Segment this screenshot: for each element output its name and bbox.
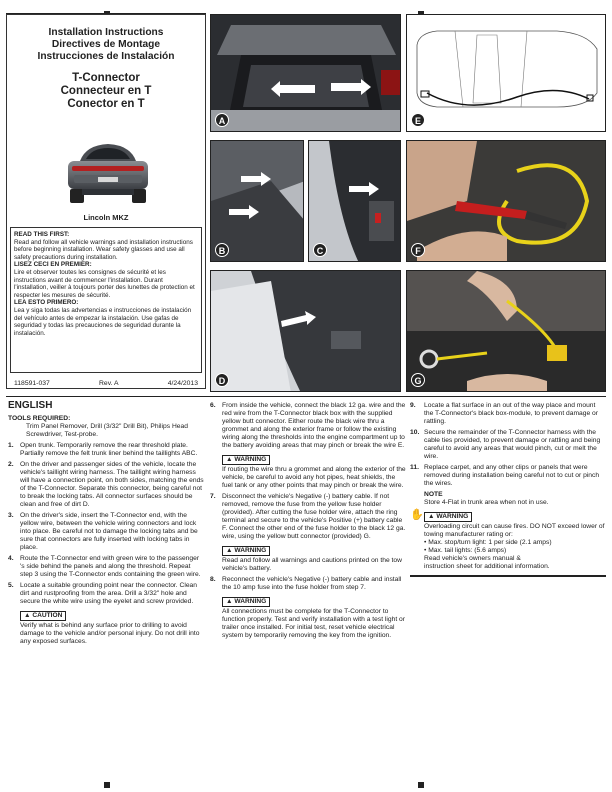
photo-g-image <box>407 271 606 392</box>
warning-triangle-icon: ▲ <box>226 598 235 605</box>
revision: Rev. A <box>99 380 119 387</box>
photo-f <box>406 140 606 262</box>
step-11: 11. Replace carpet, and any other clips or panels that were removed during installation being careful not to cut or pinch the wires. <box>410 464 600 487</box>
step-1: 1. Open trunk. Temporarily remove the rear threshold plate. Partially remove the felt trunk liner behind the taillights ABC. <box>8 442 198 457</box>
title-en: Installation Instructions <box>48 27 164 38</box>
read-manual-line-1: Read vehicle's owners manual & <box>424 555 521 562</box>
section-heading-english: ENGLISH <box>8 400 53 411</box>
photo-d <box>210 270 401 392</box>
read-first-fr-text: Lire et observer toutes les consignes de sécurité et les instructions avant de commencer l'installation. Durant l'installation, veiller à toujours porter des lunettes de protection et respecter les mesures de sécurité. <box>14 268 195 299</box>
photo-g-label: G <box>411 373 425 387</box>
title-es: Instrucciones de Instalación <box>37 51 175 62</box>
vehicle-name: Lincoln MKZ <box>83 213 129 222</box>
warning-label-2: ▲ WARNING <box>222 546 270 556</box>
warning-label-3: ▲ WARNING <box>222 597 270 607</box>
registration-mark <box>104 782 110 788</box>
overload-warning <box>410 510 606 523</box>
step-2: 2. On the driver and passenger sides of the vehicle, locate the vehicle's taillight wiring harness. The taillight wiring harness will have a connection point, on both sides, matching the ends of the T-Connector. Separate this connector, being careful not to break the locking tabs. All connector surfaces should be clean and free of dirt D. <box>8 461 204 508</box>
subtitle-es: Conector en T <box>67 98 145 110</box>
photo-b-label: B <box>215 243 229 257</box>
registration-mark <box>418 782 424 788</box>
read-first-en-heading: READ THIS FIRST: <box>14 231 70 238</box>
note-text: Store 4-Flat in trunk area when not in use. <box>424 499 549 506</box>
read-first-en-text: Read and follow all vehicle warnings and installation instructions before beginning installation. Wear safety glasses and use all safety precautions during installation. <box>14 238 193 261</box>
step-9: 9. Locate a flat surface in an out of the way place and mount the T-Connector's black box-module, to prevent damage or rattling. <box>410 402 599 425</box>
column-2 <box>210 402 406 643</box>
step-8: 8. Reconnect the vehicle's Negative (-) battery cable and install the 10 amp fuse into the fuse holder from step 7. <box>210 576 402 591</box>
step-5: 5. Locate a suitable grounding point near the connector. Clean dirt and rustproofing from the area. Drill a 3/32" hole and secure the white wire using the eyelet and screw provided. <box>8 582 197 605</box>
title-fr: Directives de Montage <box>51 39 161 50</box>
wiring-route-diagram <box>407 15 604 130</box>
document-meta <box>10 380 202 387</box>
header-panel <box>6 14 206 389</box>
column-1 <box>8 402 204 649</box>
warning-text-1: If routing the wire thru a grommet and along the exterior of the vehicle, be careful to avoid any hot pipes, heat shields, the fuel tank or any other points that may pinch or break the wire. <box>222 466 406 489</box>
photo-d-image <box>211 271 401 392</box>
photo-d-label: D <box>215 373 229 387</box>
limit-tail: • Max. tail lights: (5.6 amps) <box>424 547 507 554</box>
tools-list: Trim Panel Remover, Drill (3/32" Drill Bit), Philips Head Screwdriver, Test-probe. <box>26 423 188 438</box>
photo-c-label: C <box>313 243 327 257</box>
read-first-box <box>10 227 202 373</box>
limit-stop-turn: • Max. stop/turn light: 1 per side (2.1 amps) <box>424 539 552 546</box>
warning-text-2: Read and follow all warnings and cautions printed on the tow vehicle's battery. <box>222 557 402 572</box>
warning-label-1: ▲ WARNING <box>222 455 270 465</box>
column-end-rule <box>410 575 606 577</box>
subtitle-en: T-Connector <box>72 72 140 84</box>
photo-a-image <box>211 15 401 132</box>
read-first-es-text: Lea y siga todas las advertencias e instrucciones de instalación del vehículo antes de empezar la instalación. Use gafas de seguridad y todas las precauciones de seguridad durante la instalación. <box>14 306 192 337</box>
part-number: 118591-037 <box>14 380 50 387</box>
warning-triangle-icon: ▲ <box>226 456 235 463</box>
column-3 <box>410 402 606 577</box>
caution-label: ▲ CAUTION <box>20 611 66 621</box>
date: 4/24/2013 <box>167 380 198 387</box>
photo-e <box>406 14 606 132</box>
step-3: 3. On the driver's side, insert the T-Connector end, with the yellow wire, between the vehicle wiring connectors and lock into place. Be careful not to damage the locking tabs and be sure that connectors are fully inserted with locking tabs in place. <box>8 512 198 551</box>
warning-triangle-icon: ▲ <box>24 612 33 619</box>
read-first-fr-heading: LISEZ CECI EN PREMIER: <box>14 261 92 269</box>
subtitle-fr: Connecteur en T <box>60 85 152 97</box>
warning-label-4: ▲ WARNING <box>424 512 472 522</box>
note-heading: NOTE <box>424 491 443 498</box>
step-4: 4. Route the T-Connector end with green wire to the passenger 's side behind the panels and along the threshold. Repeat step 3 using the T-Connector ends containing the green wire. <box>8 555 201 578</box>
photo-c <box>308 140 401 262</box>
warning-triangle-icon: ▲ <box>428 513 437 520</box>
photo-g <box>406 270 606 392</box>
photo-a <box>210 14 401 132</box>
read-manual-line-2: instruction sheet for additional information. <box>424 563 550 570</box>
step-6: 6. From inside the vehicle, connect the black 12 ga. wire and the red wire from the T-Connector black box with the supplied yellow butt connector. Either route the black wire thru a grommet and along the exterior frame or follow the existing wiring along the thresholds into the engine compartment up to the battery avoiding areas that may pinch or break the wire E. <box>210 402 406 449</box>
section-rule <box>6 396 606 397</box>
warning-text-4: Overloading circuit can cause fires. DO NOT exceed lower of towing manufacturer rating or: <box>424 523 605 538</box>
caution-text: Verify what is behind any surface prior to drilling to avoid damage to the vehicle and/or personal injury. Do not drill into any exposed surfaces. <box>20 622 200 645</box>
photo-f-image <box>407 141 606 262</box>
tools-heading: TOOLS REQUIRED: <box>8 415 71 422</box>
warning-triangle-icon: ▲ <box>226 547 235 554</box>
read-first-es-heading: LEA ESTO PRIMERO: <box>14 299 79 307</box>
step-10: 10. Secure the remainder of the T-Connector harness with the cable ties provided, to prevent damage or rattling and being careful to avoid any areas that would pinch, cut or melt the wire. <box>410 429 601 460</box>
warning-text-3: All connections must be complete for the T-Connector to function properly. Test and verify installation with a test light or trailer once installed. For initial test, reset vehicle electrical system by temporarily removing the key from the ignition. <box>222 608 406 639</box>
step-7: 7. Disconnect the vehicle's Negative (-) battery cable. If not removed, remove the fuse from the yellow fuse holder (provided). After cutting the fuse holder wire, attach the ring terminal and secure to the vehicle's Positive (+) battery cable F. Connect the other end of the fuse holder to the black 12 ga. wire, using the yellow butt connector (provided) G. <box>210 493 406 540</box>
photo-a-label: A <box>215 113 229 127</box>
car-rear-image <box>62 139 154 209</box>
stop-hand-icon: ✋ <box>410 509 424 521</box>
photo-b <box>210 140 304 262</box>
photo-e-label: E <box>411 113 425 127</box>
photo-f-label: F <box>411 243 425 257</box>
